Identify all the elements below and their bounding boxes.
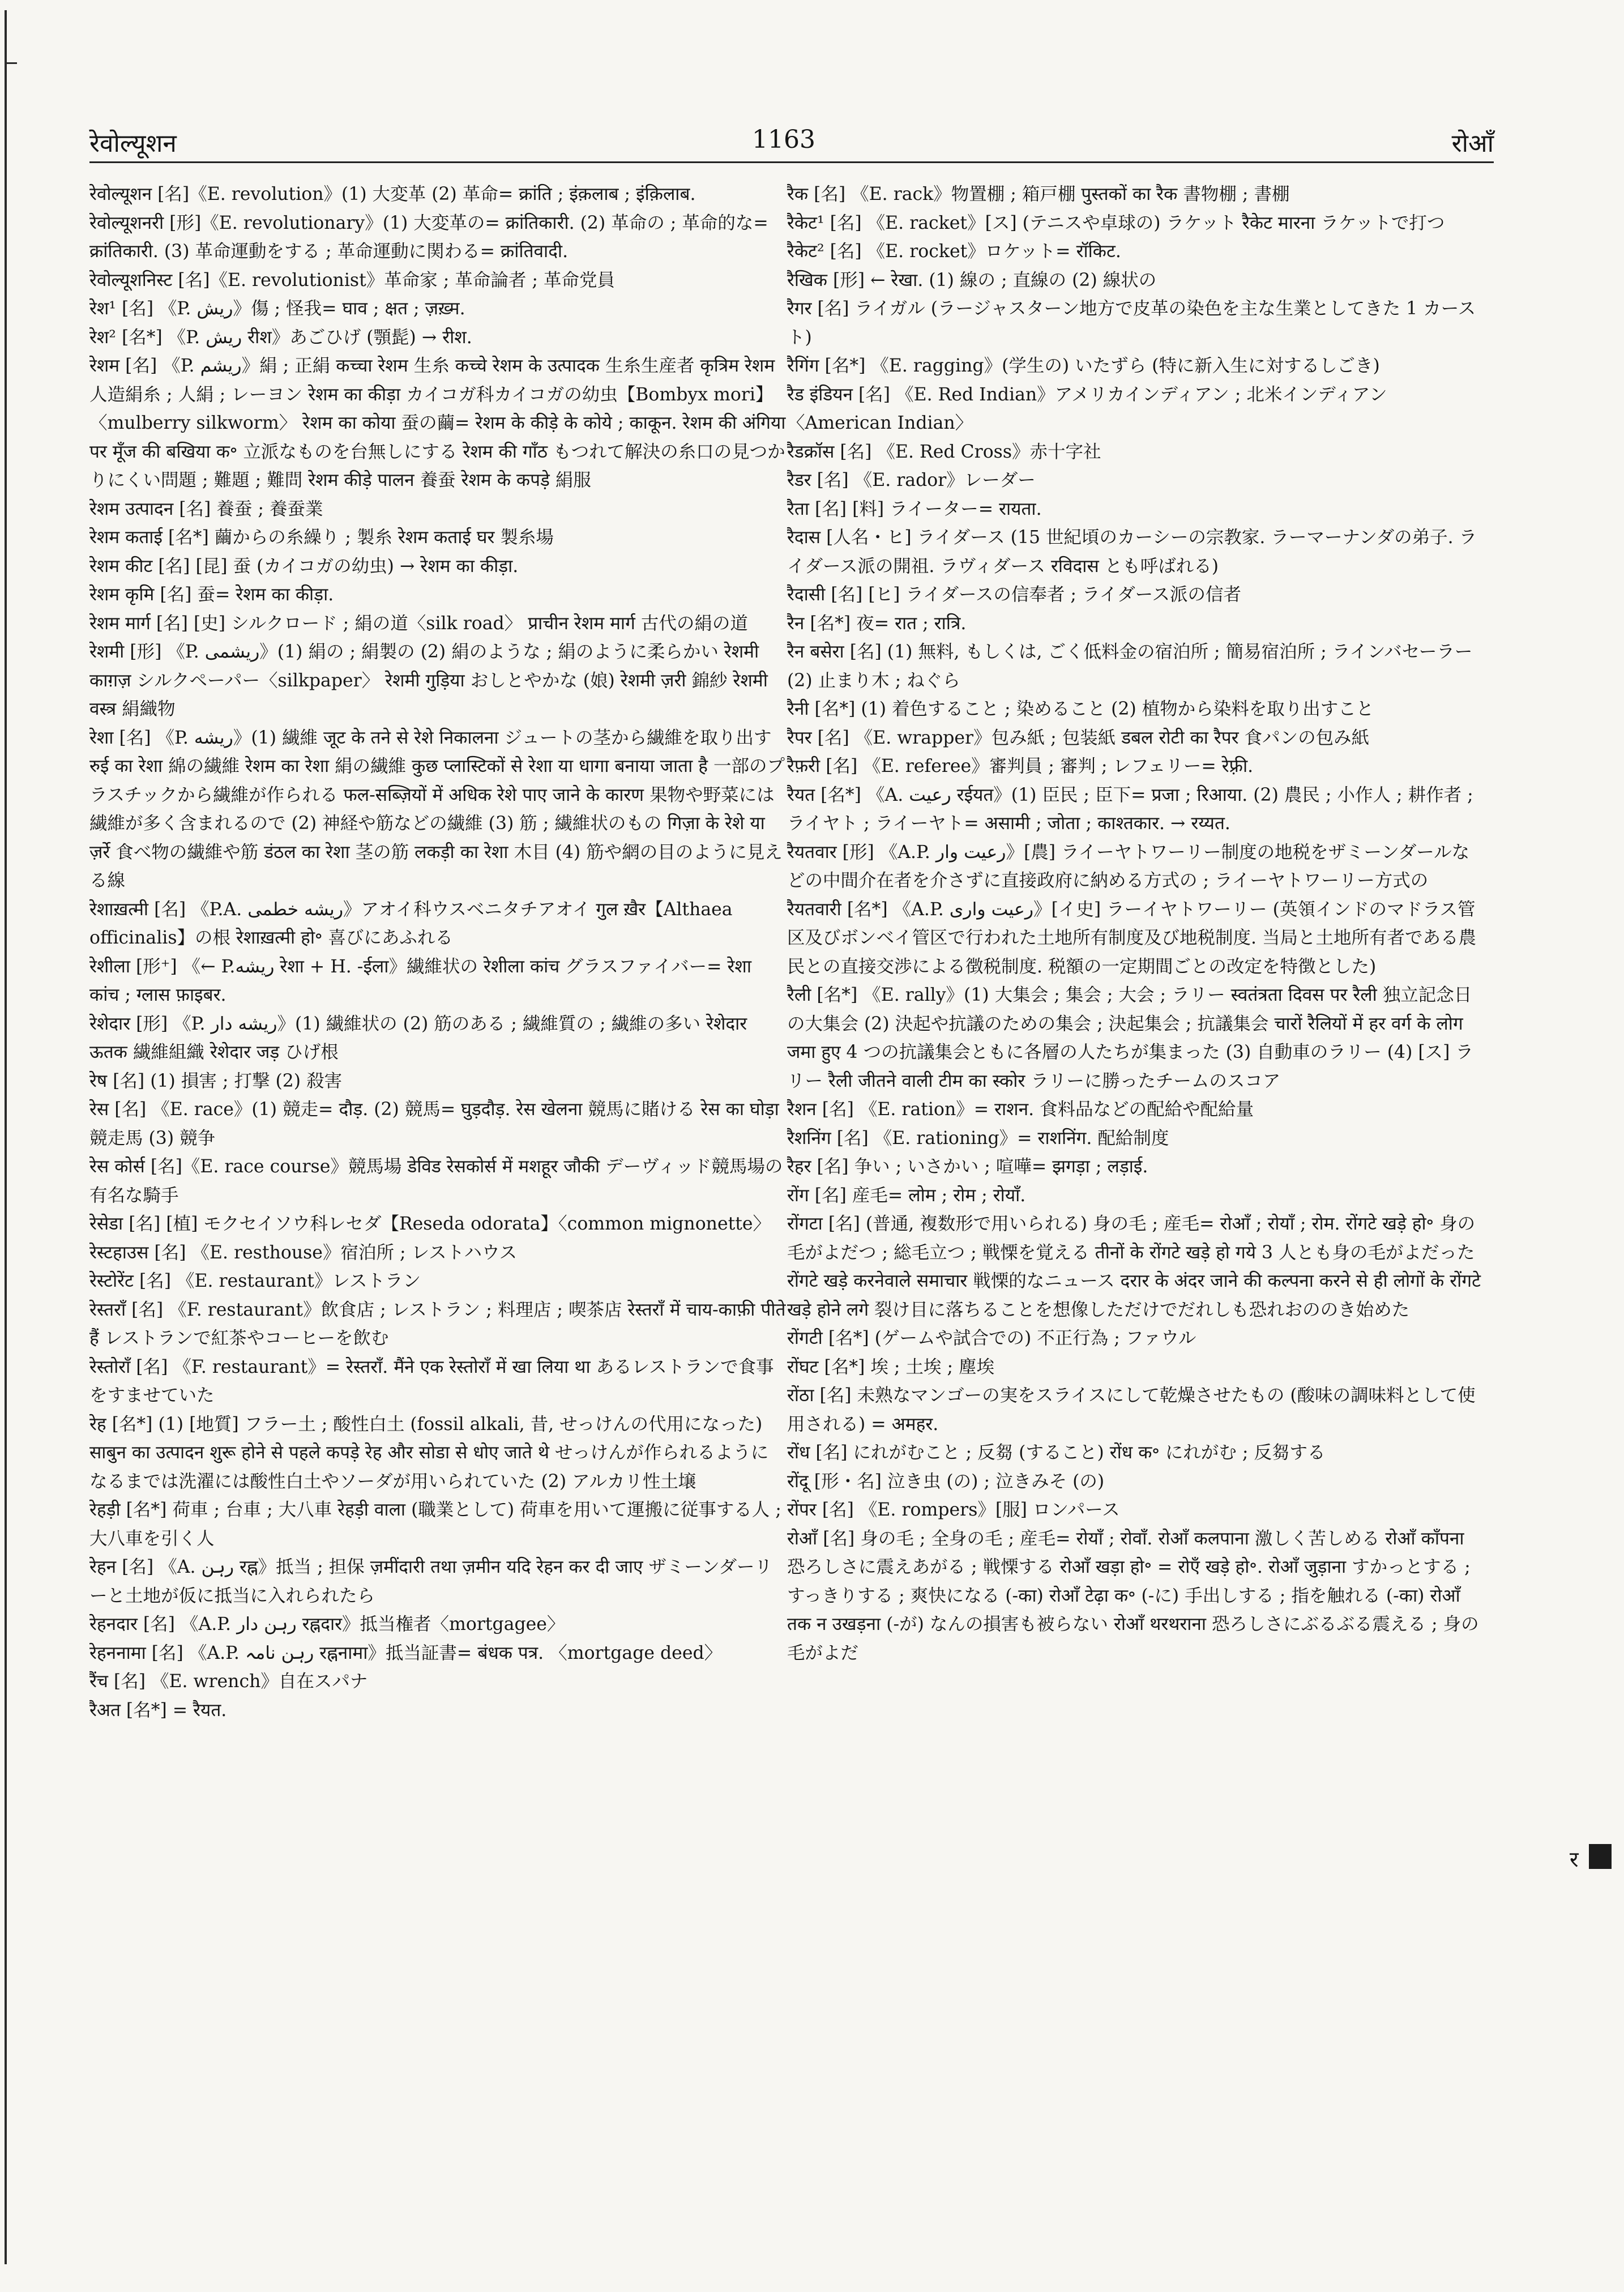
- thumb-index: [1570, 1842, 1624, 1875]
- dictionary-entry: रेहनदार [名] 《A.P. رہن دار रह्नदार》抵当権者〈mortgagee〉: [89, 1614, 565, 1634]
- page-header: [89, 122, 1494, 163]
- dictionary-entry: रोंपर [名] 《E. rompers》[服] ロンパース: [787, 1500, 1120, 1520]
- dictionary-entry: रेह [名*] (1) [地質] フラー土 ; 酸性白土 (fossil alkali, 昔, せっけんの代用になった) साबुन का उत्पादन शुरू होने से पहले कपड़े रेह और सोडा से धोए जाते थे せっけんが作られるようになるまでは洗濯には酸性白土やソーダが用いられていた (2) アルカリ性土壌: [89, 1414, 769, 1492]
- dictionary-entry: रैनी [名*] (1) 着色すること ; 染めること (2) 植物から染料を取り出すこと: [787, 699, 1374, 719]
- dictionary-entry: रेशम मार्ग [名] [史] シルクロード ; 絹の道〈silk road〉 प्राचीन रेशम मार्ग 古代の絹の道: [89, 613, 748, 634]
- dictionary-entry: रेष [名] (1) 損害 ; 打撃 (2) 殺害: [89, 1070, 343, 1091]
- dictionary-entry: रेशा [名] 《P. ریشه》(1) 繊維 जूट के तने से रेशे निकालना ジュートの茎から繊維を取り出す रुई का रेशा 綿の繊維 रेशम का रेशा 絹の繊維 कुछ प्लास्टिकों से रेशा या धागा बनाया जाता है 一部のプラスチックから繊維が作られる फल-सब्ज़ियों में अधिक रेशे पाए जाने के कारण 果物や野菜には繊維が多く含まれるので (2) 神経や筋などの繊維 (3) 筋 ; 繊維状のもの गिज़ा के रेशे या ज़र्रे 食べ物の繊維や筋 डंठल का रेशा 茎の筋 लकड़ी का रेशा 木目 (4) 筋や網の目のように見える線: [89, 727, 785, 891]
- right-guide-word: रोआँ: [1451, 129, 1494, 158]
- dictionary-entry: रेस्टहाउस [名] 《E. resthouse》宿泊所 ; レストハウス: [89, 1242, 518, 1263]
- dictionary-entry: रेशम कीट [名] [昆] 蚕 (カイコガの幼虫) → रेशम का कीड़ा.: [89, 556, 519, 577]
- dictionary-entry: रेश¹ [名] 《P. ریش》傷 ; 怪我= घाव ; क्षत ; ज़ख़्म.: [89, 298, 465, 319]
- dictionary-entry: रैदास [人名・ヒ] ライダース (15 世紀頃のカーシーの宗教家. ラーマーナンダの弟子. ライダース派の開祖. ラヴィダース रविदास とも呼ばれる): [787, 527, 1477, 577]
- dictionary-entry: रोंगटा [名] (普通, 複数形で用いられる) 身の毛 ; 産毛= रोआँ ; रोयाँ ; रोम. रोंगटे खड़े हो॰ 身の毛がよだつ ; 総毛立つ ; 戦慄を覚える तीनों के रोंगटे खड़े हो गये 3 人とも身の毛がよだった रोंगटे खड़े करनेवाले समाचार 戦慄的なニュース दरार के अंदर जाने की कल्पना करने से ही लोगों के रोंगटे खड़े होने लगे 裂け目に落ちることを想像しただけでだれしも恐れおののき始めた: [787, 1214, 1481, 1320]
- dictionary-entry: रैफ़री [名] 《E. referee》審判員 ; 審判 ; レフェリー= रेफ़्री.: [787, 756, 1254, 776]
- dictionary-entry: रेशीला [形⁺] 《← P.ریشه रेशा + H. -ईला》繊維状の रेशीला कांच グラスファイバー= रेशा कांच ; ग्लास फ़ाइबर.: [89, 956, 751, 1005]
- dictionary-entry: रेवोल्यूशन [名]《E. revolution》(1) 大変革 (2) 革命= क्रांति ; इंक़लाब ; इंक़िलाब.: [89, 184, 696, 204]
- dictionary-entry: रैशनिंग [名] 《E. rationing》= राशनिंग. 配給制度: [787, 1128, 1169, 1149]
- page-binding-mark: [5, 62, 17, 64]
- dictionary-entry: रैयतवारी [名*] 《A.P. رعیت واری》[イ史] ラーイヤトワーリー (英領インドのマドラス管区及びボンベイ管区で行われた土地所有制度及び地税制度. 当局と土地所有者である農民との直接交渉による徴税制度. 税額の一定期間ごとの改定を特徴とした): [787, 899, 1477, 977]
- dictionary-entry: रैयतवार [形] 《A.P. رعیت وار》[農] ライーヤトワーリー制度の地税をザミーンダールなどの中間介在者を介さずに直接政府に納める方式の ; ライーヤトワーリー方式の: [787, 842, 1470, 891]
- dictionary-entry: रेवोल्यूशनरी [形]《E. revolutionary》(1) 大変革の= क्रांतिकारी. (2) 革命の ; 革命的な= क्रांतिकारी. (3) 革命運動をする ; 革命運動に関わる= क्रांतिवादी.: [89, 212, 768, 262]
- dictionary-entry: रैन [名*] 夜= रात ; रात्रि.: [787, 613, 967, 634]
- dictionary-entry: रेशाख़त्मी [名] 《P.A. ریشه خطمی》アオイ科ウスベニタチアオイ गुल ख़ैर【Althaea officinalis】の根 रेशाख़त्मी हो॰ 喜びにあふれる: [89, 899, 733, 948]
- dictionary-entry: रोंठा [名] 未熟なマンゴーの実をスライスにして乾燥させたもの (酸味の調味料として使用される) = अमहर.: [787, 1385, 1476, 1435]
- dictionary-entry: रैअत [名*] = रैयत.: [89, 1700, 227, 1721]
- dictionary-entry: रैडक्रॉस [名] 《E. Red Cross》赤十字社: [787, 441, 1101, 462]
- dictionary-entry: रैहर [名] 争い ; いさかい ; 喧嘩= झगड़ा ; लड़ाई.: [787, 1156, 1148, 1177]
- dictionary-entry: रेस कोर्स [名]《E. race course》競馬場 डेविड रेसकोर्स में मशहूर जौकी デーヴィッド競馬場の有名な騎手: [89, 1156, 783, 1206]
- dictionary-entry: रैपर [名] 《E. wrapper》包み紙 ; 包装紙 डबल रोटी का रैपर 食パンの包み紙: [787, 727, 1370, 748]
- dictionary-entry: रोंघट [名*] 埃 ; 土埃 ; 塵埃: [787, 1356, 995, 1377]
- dictionary-entry: रैयत [名*] 《A. رعیت रईयत》(1) 臣民 ; 臣下= प्रजा ; रिआया. (2) 農民 ; 小作人 ; 耕作者 ; ライヤト ; ライーヤト= असामी ; जोता ; काश्तकार. → रय्यत.: [787, 784, 1473, 834]
- dictionary-entry: रैली [名*] 《E. rally》(1) 大集会 ; 集会 ; 大会 ; ラリー स्वतंत्रता दिवस पर रैली 独立記念日の大集会 (2) 決起や抗議のための集会 ; 決起集会 ; 抗議集会 चारों रैलियों में हर वर्ग के लोग जमा हुए 4 つの抗議集会ともに各層の人たちが集まった (3) 自動車のラリー (4) [ス] ラリー रैली जीतने वाली टीम का स्कोर ラリーに勝ったチームのスコア: [787, 985, 1473, 1091]
- dictionary-entry: रैगिंग [名*] 《E. ragging》(学生の) いたずら (特に新入生に対するしごき): [787, 356, 1380, 376]
- dictionary-entry: रैन बसेरा [名] (1) 無料, もしくは, ごく低料金の宿泊所 ; 簡易宿泊所 ; ラインバセーラー (2) 止まり木 ; ねぐら: [787, 642, 1473, 691]
- thumb-index-tab: [1589, 1844, 1612, 1869]
- dictionary-entry: रोंग [名] 産毛= लोम ; रोम ; रोयाँ.: [787, 1185, 1026, 1206]
- dictionary-entry: रेस्तोराँ [名] 《F. restaurant》= रेस्तराँ. मैंने एक रेस्तोराँ में खा लिया था あるレストランで食事をすませていた: [89, 1356, 774, 1406]
- dictionary-entry: रेशेदार [形] 《P. ریشه دار》(1) 繊維状の (2) 筋のある ; 繊維質の ; 繊維の多い रेशेदार ऊतक 繊維組織 रेशेदार जड़ ひげ根: [89, 1013, 747, 1062]
- dictionary-entry: रेस [名] 《E. race》(1) 競走= दौड़. (2) 競馬= घुड़दौड़. रेस खेलना 競馬に賭ける रेस का घोड़ा 競走馬 (3) 競争: [89, 1099, 779, 1149]
- dictionary-entry: रेशमी [形] 《P. ریشمی》(1) 絹の ; 絹製の (2) 絹のような ; 絹のように柔らかい रेशमी काग़ज़ シルクペーパー〈silkpaper〉 रेशमी गुड़िया おしとやかな (娘) रेशमी ज़री 錦紗 रेशमी वस्त्र 絹織物: [89, 642, 768, 719]
- right-column: [787, 180, 1484, 2264]
- dictionary-entry: रेहननामा [名] 《A.P. رہن نامہ रह्ननामा》抵当証書= बंधक पत्र. 〈mortgage deed〉: [89, 1642, 723, 1663]
- dictionary-entry: रैशन [名] 《E. ration》= राशन. 食料品などの配給や配給量: [787, 1099, 1254, 1120]
- dictionary-entry: रैदासी [名] [ヒ] ライダースの信奉者 ; ライダース派の信者: [787, 584, 1242, 605]
- dictionary-entry: रैगर [名] ライガル (ラージャスターン地方で皮革の染色を主な生業としてきた 1 カースト): [787, 298, 1476, 348]
- dictionary-entry: रेस्तराँ [名] 《F. restaurant》飲食店 ; レストラン ; 料理店 ; 喫茶店 रेस्तराँ में चाय-काफ़ी पीते हैं レストランで紅茶やコーヒーを飲む: [89, 1299, 786, 1348]
- dictionary-entry: रोंदू [形・名] 泣き虫 (の) ; 泣きみそ (の): [787, 1471, 1105, 1492]
- dictionary-entry: रेसेडा [名] [植] モクセイソウ科レセダ【Reseda odorata】〈common mignonette〉: [89, 1214, 771, 1234]
- dictionary-entry: रैक [名] 《E. rack》物置棚 ; 箱戸棚 पुस्तकों का रैक 書物棚 ; 書棚: [787, 184, 1290, 204]
- dictionary-entry: रोंध [名] にれがむこと ; 反芻 (すること) रोंध क॰ にれがむ ; 反芻する: [787, 1442, 1326, 1463]
- dictionary-entry: रैखिक [形] ← रेखा. (1) 線の ; 直線の (2) 線状の: [787, 270, 1157, 291]
- thumb-index-letter: र: [1570, 1847, 1579, 1872]
- dictionary-entry: रैडर [名] 《E. rador》レーダー: [787, 470, 1036, 490]
- page-number: 1163: [752, 125, 815, 154]
- dictionary-entry: रेशम [名] 《P. ریشم》絹 ; 正絹 कच्चा रेशम 生糸 कच्चे रेशम के उत्पादक 生糸生産者 कृत्रिम रेशम 人造絹糸 ; 人絹 ; レーヨン रेशम का कीड़ा カイコガ科カイコガの幼虫【Bombyx mori】〈mulberry silkworm〉 रेशम का कोया 蚕の繭= रेशम के कीड़े के कोये ; काकून. रेशम की अंगिया पर मूँज की बखिया क॰ 立派なものを台無しにする रेशम की गाँठ もつれて解決の糸口の見つかりにくい問題 ; 難題 ; 難問 रेशम कीड़े पालन 養蚕 रेशम के कपड़े 絹服: [89, 356, 786, 490]
- dictionary-entry: रैड इंडियन [名] 《E. Red Indian》アメリカインディアン ; 北米インディアン〈American Indian〉: [787, 384, 1387, 433]
- dictionary-entry: रेस्टोरेंट [名] 《E. restaurant》レストラン: [89, 1271, 421, 1291]
- dictionary-entry: रोंगटी [名*] (ゲームや試合での) 不正行為 ; ファウル: [787, 1328, 1196, 1348]
- dictionary-entry: रैंच [名] 《E. wrench》自在スパナ: [89, 1671, 368, 1692]
- dictionary-entry: रैता [名] [料] ライーター= रायता.: [787, 498, 1042, 519]
- left-guide-word: रेवोल्यूशन: [89, 129, 177, 158]
- dictionary-entry: रेश² [名*] 《P. ریش रीश》あごひげ (顎髭) → रीश.: [89, 327, 472, 348]
- dictionary-entry: रेवोल्यूशनिस्ट [名]《E. revolutionist》革命家 ; 革命論者 ; 革命党員: [89, 270, 616, 291]
- dictionary-entry: रैकेट¹ [名] 《E. racket》[ス] (テニスや卓球の) ラケット रैकेट मारना ラケットで打つ: [787, 212, 1445, 233]
- dictionary-entry: रेशम उत्पादन [名] 養蚕 ; 養蚕業: [89, 498, 323, 519]
- dictionary-entry: रोआँ [名] 身の毛 ; 全身の毛 ; 産毛= रोयाँ ; रोवाँ. रोआँ कलपाना 激しく苦しめる रोआँ काँपना 恐ろしさに震えあがる ; 戦慄する रोआँ खड़ा हो॰ = रोएँ खड़े हो॰. रोआँ जुड़ाना すかっとする ; すっきりする ; 爽快になる (-का) रोआँ टेढ़ा क॰ (-に) 手出しする ; 指を触れる (-का) रोआँ तक न उखड़ना (-が) なんの損害も被らない रोआँ थरथराना 恐ろしさにぶるぶる震える ; 身の毛がよだ: [787, 1528, 1479, 1663]
- dictionary-entry: रेहन [名] 《A. رہن रह्न》抵当 ; 担保 ज़मींदारी तथा ज़मीन यदि रेहन कर दी जाए ザミーンダーリーと土地が仮に抵当に入れられたら: [89, 1557, 773, 1606]
- page-binding-edge: [5, 10, 7, 2264]
- left-column: [89, 180, 786, 2264]
- dictionary-entry: रेहड़ी [名*] 荷車 ; 台車 ; 大八車 रेहड़ी वाला (職業として) 荷車を用いて運搬に従事する人 ; 大八車を引く人: [89, 1500, 781, 1549]
- dictionary-entry: रैकेट² [名] 《E. rocket》ロケット= रॉकिट.: [787, 241, 1121, 262]
- dictionary-entry: रेशम कृमि [名] 蚕= रेशम का कीड़ा.: [89, 584, 334, 605]
- dictionary-entry: रेशम कताई [名*] 繭からの糸繰り ; 製糸 रेशम कताई घर 製糸場: [89, 527, 554, 548]
